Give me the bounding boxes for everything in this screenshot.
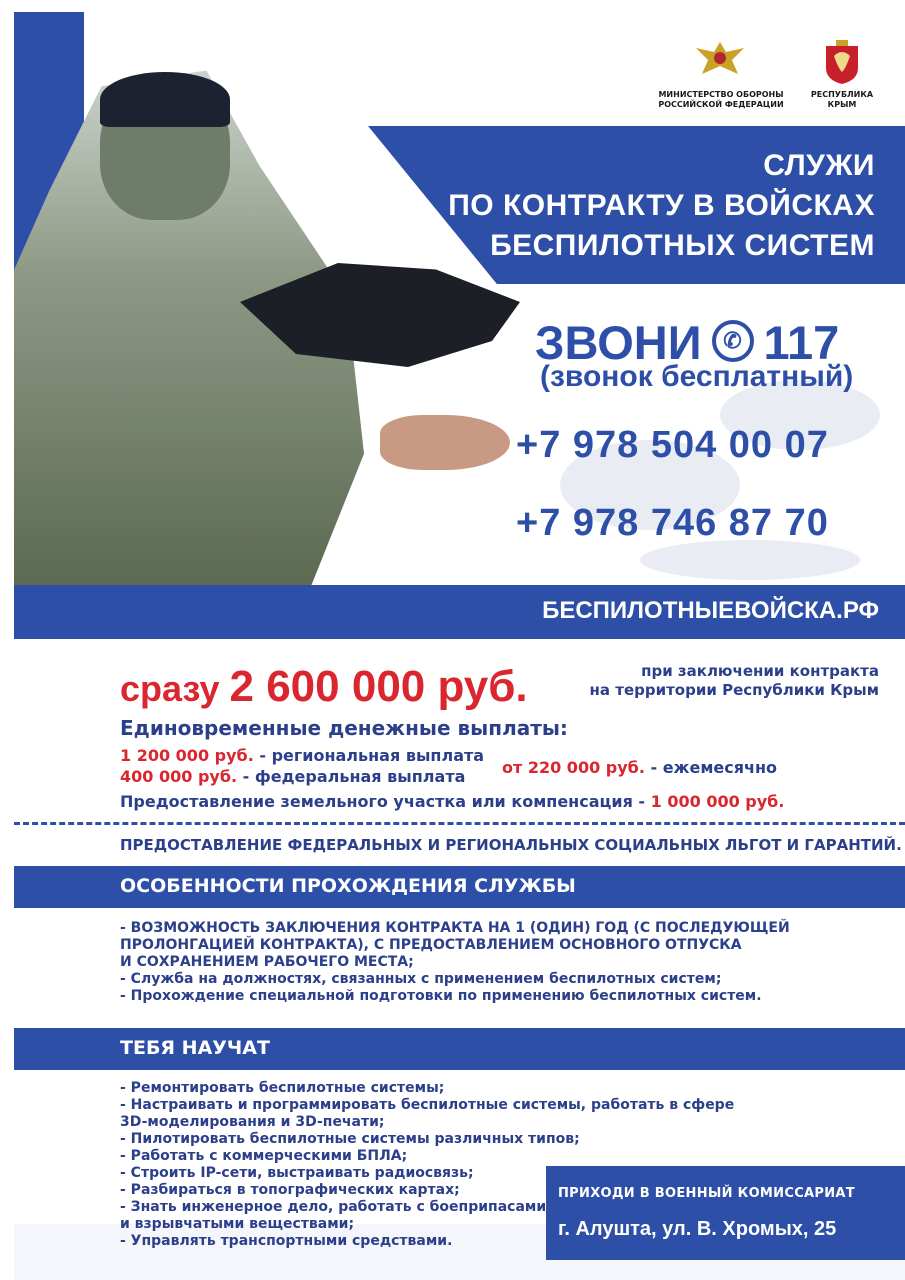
regional-payment-label: - региональная выплата bbox=[259, 746, 485, 765]
ministry-label-line2: РОССИЙСКОЙ ФЕДЕРАЦИИ bbox=[658, 100, 784, 109]
regional-payment-amount: 1 200 000 руб. bbox=[120, 746, 254, 765]
phone-number-1[interactable]: +7 978 504 00 07 bbox=[516, 424, 829, 466]
list-item: и взрывчатыми веществами; bbox=[120, 1216, 355, 1232]
lump-sum-amount: 2 600 000 руб. bbox=[229, 662, 528, 711]
monthly-payment bbox=[502, 758, 777, 777]
federal-payment-amount: 400 000 руб. bbox=[120, 767, 238, 786]
monthly-payment-amount: от 220 000 руб. bbox=[502, 758, 645, 777]
list-item: - Строить IP-сети, выстраивать радиосвязь; bbox=[120, 1165, 474, 1181]
land-compensation-text: Предоставление земельного участка или компенсация - bbox=[120, 792, 646, 811]
main-title bbox=[405, 146, 875, 266]
list-item: ПРОЛОНГАЦИЕЙ КОНТРАКТА), С ПРЕДОСТАВЛЕНИЕМ ОСНОВНОГО ОТПУСКА bbox=[120, 937, 742, 953]
payments-heading: Единовременные денежные выплаты: bbox=[120, 716, 568, 740]
list-item: - Управлять транспортными средствами. bbox=[120, 1233, 453, 1249]
service-heading: ОСОБЕННОСТИ ПРОХОЖДЕНИЯ СЛУЖБЫ bbox=[120, 875, 576, 897]
monthly-payment-label: - ежемесячно bbox=[650, 758, 778, 777]
crimea-label-line1: РЕСПУБЛИКА bbox=[810, 90, 874, 99]
commissariat-box bbox=[546, 1166, 905, 1260]
title-line-2: ПО КОНТРАКТУ В ВОЙСКАХ bbox=[448, 189, 875, 222]
call-word: ЗВОНИ bbox=[535, 316, 702, 369]
lump-sum-note-line1: при заключении контракта bbox=[641, 662, 879, 680]
crimea-label-line2: КРЫМ bbox=[827, 100, 857, 109]
website-link[interactable]: БЕСПИЛОТНЫЕВОЙСКА.РФ bbox=[542, 597, 879, 624]
list-item: 3D-моделирования и 3D-печати; bbox=[120, 1114, 385, 1130]
logos-block bbox=[652, 38, 892, 118]
list-item: - ВОЗМОЖНОСТЬ ЗАКЛЮЧЕНИЯ КОНТРАКТА НА 1 (ОДИН) ГОД (С ПОСЛЕДУЮЩЕЙ bbox=[120, 920, 790, 936]
list-item: - Ремонтировать беспилотные системы; bbox=[120, 1080, 445, 1096]
list-item: - Работать с коммерческими БПЛА; bbox=[120, 1148, 408, 1164]
list-item: - Служба на должностях, связанных с применением беспилотных систем; bbox=[120, 971, 722, 987]
soldier-hand bbox=[380, 415, 510, 470]
list-item: - Знать инженерное дело, работать с боеприпасами bbox=[120, 1199, 547, 1215]
soldier-cap bbox=[100, 72, 230, 127]
land-compensation-amount: 1 000 000 руб. bbox=[650, 792, 785, 811]
service-list bbox=[120, 920, 800, 1005]
ministry-emblem-icon bbox=[692, 38, 748, 82]
phone-icon: ✆ bbox=[712, 320, 754, 362]
list-item: - Настраивать и программировать беспилотные системы, работать в сфере bbox=[120, 1097, 735, 1113]
call-number: 117 bbox=[763, 316, 840, 369]
list-item: - Прохождение специальной подготовки по применению беспилотных систем. bbox=[120, 988, 762, 1004]
commissariat-address: г. Алушта, ул. В. Хромых, 25 bbox=[558, 1218, 837, 1240]
ministry-label-line1: МИНИСТЕРСТВО ОБОРОНЫ bbox=[658, 90, 784, 99]
commissariat-title: ПРИХОДИ В ВОЕННЫЙ КОМИССАРИАТ bbox=[558, 1186, 855, 1201]
list-item: И СОХРАНЕНИЕМ РАБОЧЕГО МЕСТА; bbox=[120, 954, 414, 970]
title-line-1: СЛУЖИ bbox=[763, 149, 875, 182]
lump-sum-prefix: сразу bbox=[120, 668, 220, 709]
land-compensation bbox=[120, 792, 784, 811]
camo-pattern bbox=[640, 540, 860, 580]
list-item: - Пилотировать беспилотные системы различных типов; bbox=[120, 1131, 580, 1147]
lump-sum-note-line2: на территории Республики Крым bbox=[589, 681, 879, 699]
dashed-divider bbox=[14, 822, 905, 825]
page-left-margin bbox=[0, 0, 14, 1280]
lump-sum bbox=[120, 662, 528, 712]
regional-payment bbox=[120, 746, 484, 765]
benefits-line: ПРЕДОСТАВЛЕНИЕ ФЕДЕРАЛЬНЫХ И РЕГИОНАЛЬНЫХ СОЦИАЛЬНЫХ ЛЬГОТ И ГАРАНТИЙ. bbox=[120, 836, 902, 854]
title-line-3: БЕСПИЛОТНЫХ СИСТЕМ bbox=[490, 229, 875, 262]
lump-sum-note bbox=[559, 662, 879, 700]
training-heading: ТЕБЯ НАУЧАТ bbox=[120, 1037, 270, 1059]
federal-payment-label: - федеральная выплата bbox=[242, 767, 466, 786]
federal-payment bbox=[120, 767, 465, 786]
call-free-note: (звонок бесплатный) bbox=[540, 360, 854, 393]
phone-number-2[interactable]: +7 978 746 87 70 bbox=[516, 502, 829, 544]
crimea-coat-of-arms-icon bbox=[822, 38, 862, 86]
list-item: - Разбираться в топографических картах; bbox=[120, 1182, 460, 1198]
